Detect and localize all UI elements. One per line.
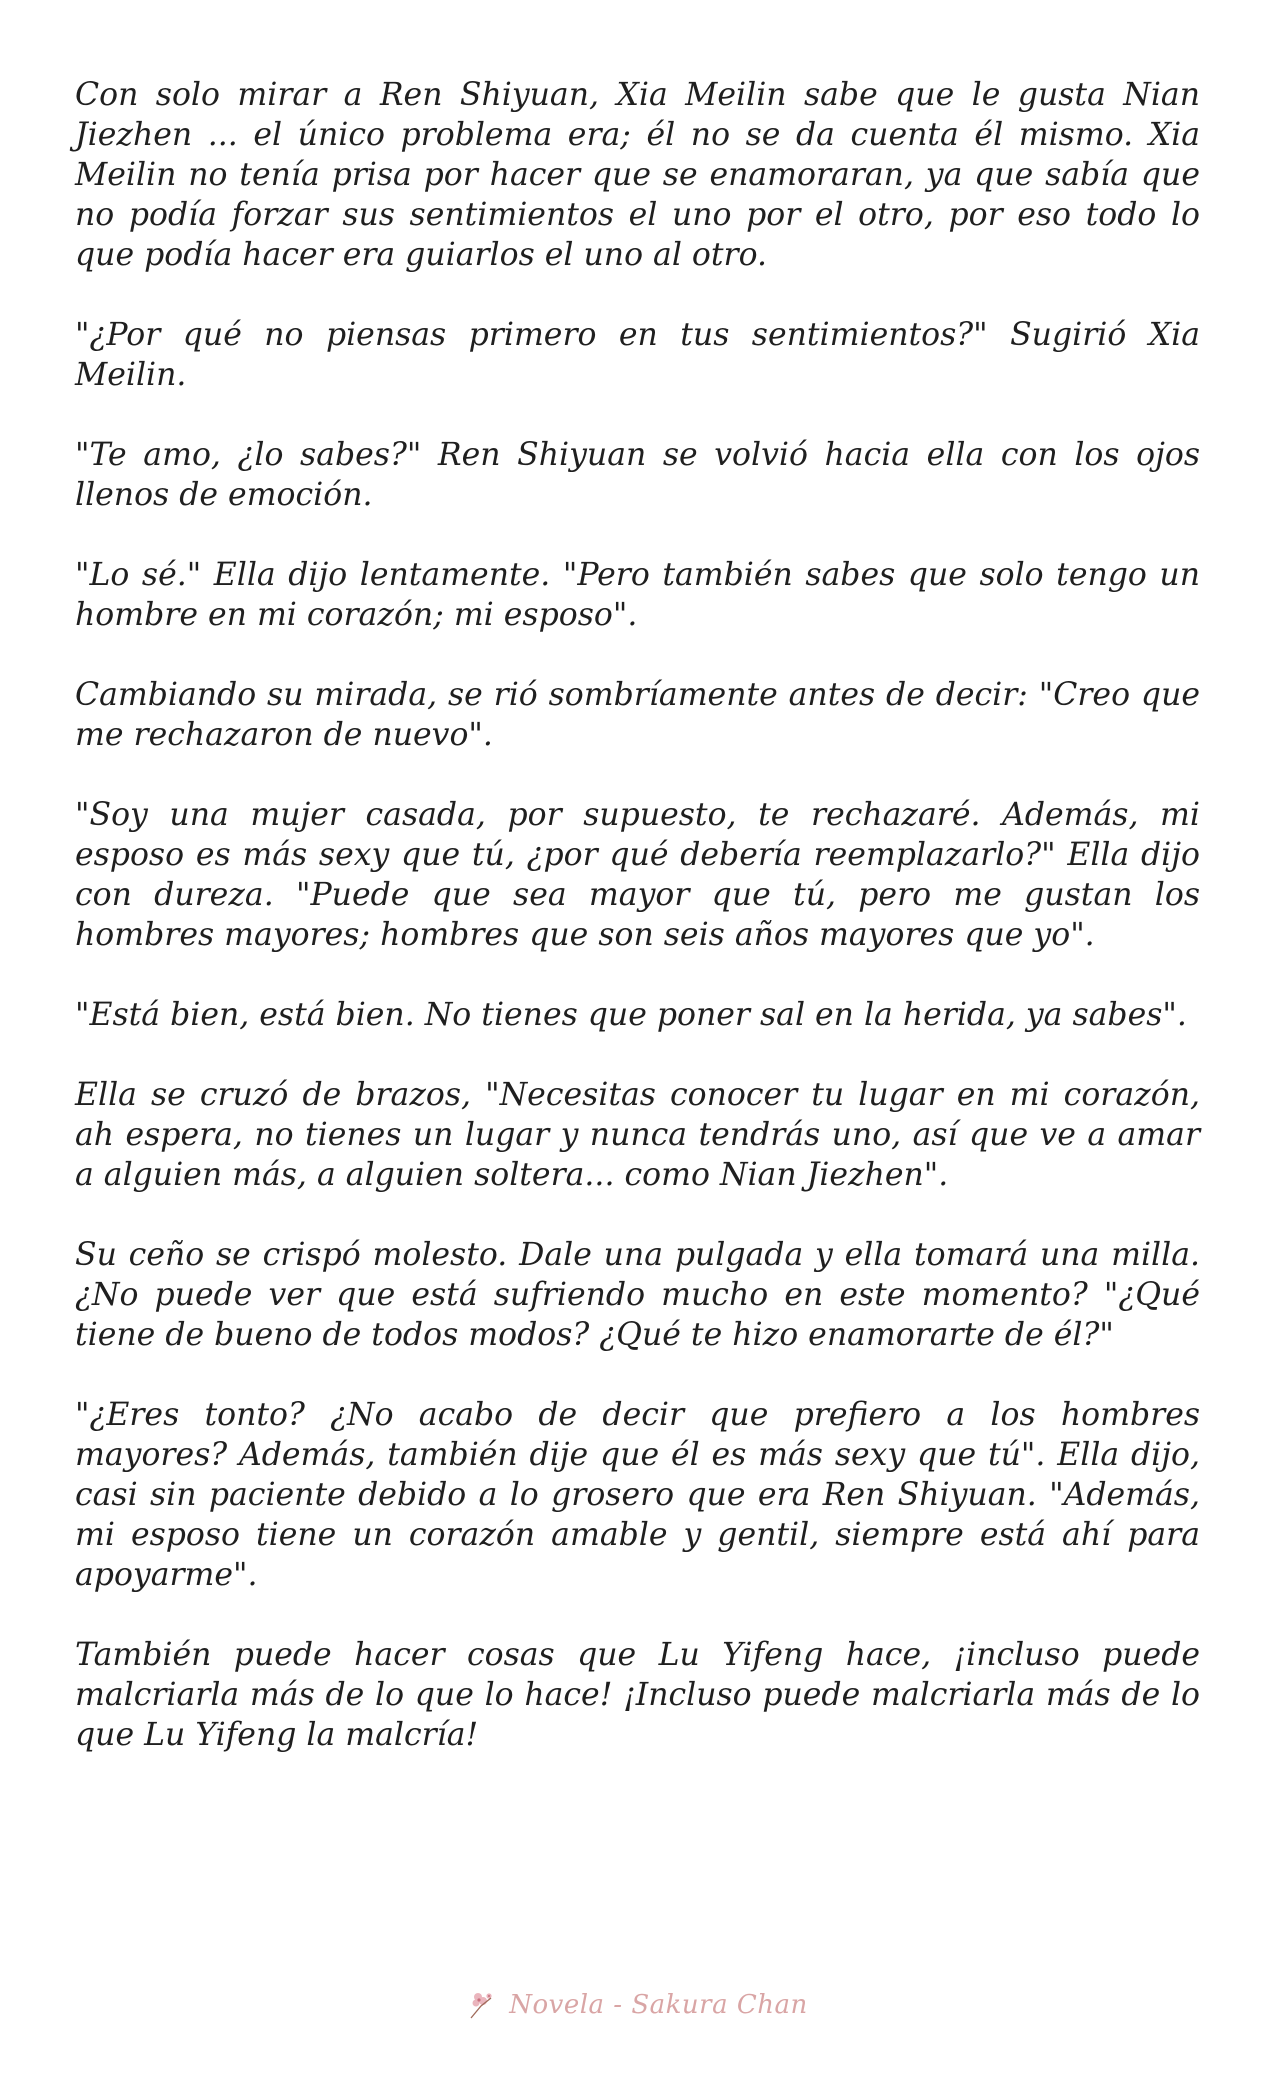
paragraph: Su ceño se crispó molesto. Dale una pulgada y ella tomará una milla. ¿No puede ver que está sufriendo mucho en este momento? "¿Qué tiene de bueno de todos modos? ¿Qué te hizo enamorarte de él?" bbox=[75, 1237, 1200, 1353]
paragraph: "Está bien, está bien. No tienes que poner sal en la herida, ya sabes". bbox=[75, 997, 1187, 1033]
watermark-text: Novela - Sakura Chan bbox=[509, 1990, 808, 2020]
paragraph: "Te amo, ¿lo sabes?" Ren Shiyuan se volvió hacia ella con los ojos llenos de emoción. bbox=[75, 437, 1200, 513]
cherry-blossom-icon bbox=[467, 1988, 501, 2022]
paragraph: "¿Por qué no piensas primero en tus sentimientos?" Sugirió Xia Meilin. bbox=[75, 317, 1200, 393]
paragraph: Con solo mirar a Ren Shiyuan, Xia Meilin sabe que le gusta Nian Jiezhen ... el único problema era; él no se da cuenta él mismo. Xia Meilin no tenía prisa por hacer que se enamoraran, ya que sabía que no podía forzar sus sentimientos el uno por el otro, por eso todo lo que podía hacer era guiarlos el uno al otro. bbox=[75, 77, 1200, 273]
paragraph: "Lo sé." Ella dijo lentamente. "Pero también sabes que solo tengo un hombre en mi corazón; mi esposo". bbox=[75, 557, 1200, 633]
paragraph: "Soy una mujer casada, por supuesto, te rechazaré. Además, mi esposo es más sexy que tú, ¿por qué debería reemplazarlo?" Ella dijo con dureza. "Puede que sea mayor que tú, pero me gustan los hombres mayores; hombres que son seis años mayores que yo". bbox=[75, 797, 1200, 953]
paragraph: "¿Eres tonto? ¿No acabo de decir que prefiero a los hombres mayores? Además, también dije que él es más sexy que tú". Ella dijo, casi sin paciente debido a lo grosero que era Ren Shiyuan. "Además, mi esposo tiene un corazón amable y gentil, siempre está ahí para apoyarme". bbox=[75, 1397, 1200, 1593]
footer-watermark bbox=[0, 1988, 1275, 2022]
paragraph: También puede hacer cosas que Lu Yifeng hace, ¡incluso puede malcriarla más de lo que lo hace! ¡Incluso puede malcriarla más de lo que Lu Yifeng la malcría! bbox=[75, 1637, 1200, 1753]
document-body bbox=[75, 75, 1200, 1795]
paragraph: Cambiando su mirada, se rió sombríamente antes de decir: "Creo que me rechazaron de nuevo". bbox=[75, 677, 1200, 753]
paragraph: Ella se cruzó de brazos, "Necesitas conocer tu lugar en mi corazón, ah espera, no tienes un lugar y nunca tendrás uno, así que ve a amar a alguien más, a alguien soltera... como Nian Jiezhen". bbox=[75, 1077, 1200, 1193]
